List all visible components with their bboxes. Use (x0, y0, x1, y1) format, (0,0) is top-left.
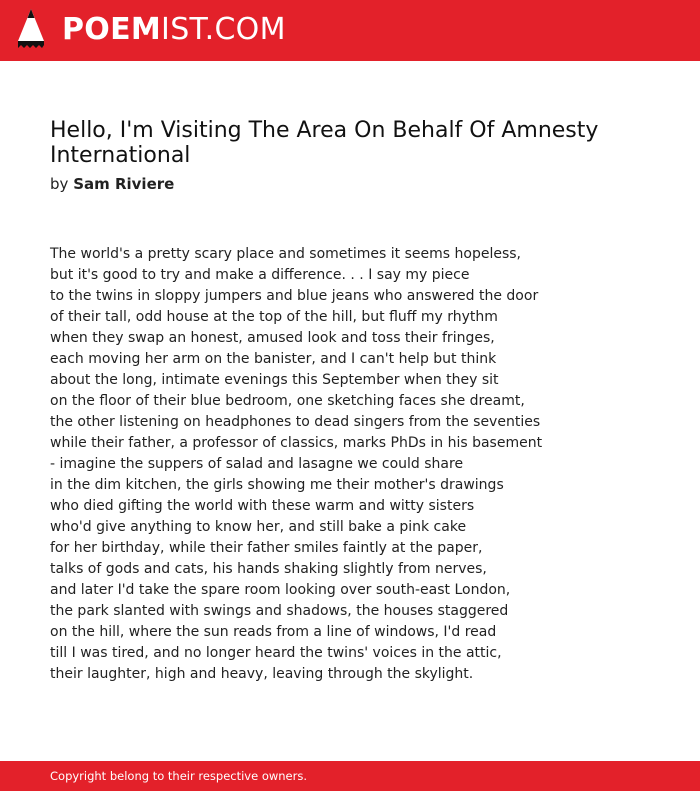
pencil-icon[interactable] (16, 8, 46, 52)
poem-body (50, 244, 650, 685)
poem-line: talks of gods and cats, his hands shaking slightly from nerves, (50, 561, 487, 577)
poem-line: about the long, intimate evenings this September when they sit (50, 372, 499, 388)
poem-line: who'd give anything to know her, and still bake a pink cake (50, 519, 467, 535)
site-logo[interactable] (62, 12, 286, 48)
poem-line: and later I'd take the spare room looking over south-east London, (50, 582, 511, 598)
site-footer (0, 761, 700, 791)
poem-line: of their tall, odd house at the top of the hill, but fluff my rhythm (50, 309, 498, 325)
poem-line: for her birthday, while their father smiles faintly at the paper, (50, 540, 483, 556)
poem-line: the park slanted with swings and shadows, the houses staggered (50, 603, 509, 619)
poem-line: - imagine the suppers of salad and lasagne we could share (50, 456, 464, 472)
author-name: Sam Riviere (73, 175, 175, 193)
poem-line: who died gifting the world with these warm and witty sisters (50, 498, 475, 514)
poem-line: The world's a pretty scary place and sometimes it seems hopeless, (50, 246, 521, 262)
by-label: by (50, 175, 69, 193)
poem-line: the other listening on headphones to dead singers from the seventies (50, 414, 541, 430)
copyright-notice: Copyright belong to their respective owners. (50, 769, 308, 783)
poem-line: in the dim kitchen, the girls showing me their mother's drawings (50, 477, 504, 493)
poem-line: on the hill, where the sun reads from a line of windows, I'd read (50, 624, 497, 640)
logo-bold-part: POEM (62, 12, 162, 47)
poem-line: when they swap an honest, amused look and toss their fringes, (50, 330, 495, 346)
poem-line: on the floor of their blue bedroom, one sketching faces she dreamt, (50, 393, 525, 409)
poem-title: Hello, I'm Visiting The Area On Behalf Of Amnesty International (50, 118, 599, 168)
site-header (0, 0, 700, 61)
poem-line: their laughter, high and heavy, leaving through the skylight. (50, 666, 474, 682)
poem-line: to the twins in sloppy jumpers and blue jeans who answered the door (50, 288, 539, 304)
poem-line: till I was tired, and no longer heard the twins' voices in the attic, (50, 645, 502, 661)
byline (50, 174, 174, 194)
logo-light-part: IST.COM (161, 12, 286, 47)
poem-line: but it's good to try and make a difference. . . I say my piece (50, 267, 470, 283)
poem-line: while their father, a professor of classics, marks PhDs in his basement (50, 435, 543, 451)
poem-line: each moving her arm on the banister, and I can't help but think (50, 351, 497, 367)
